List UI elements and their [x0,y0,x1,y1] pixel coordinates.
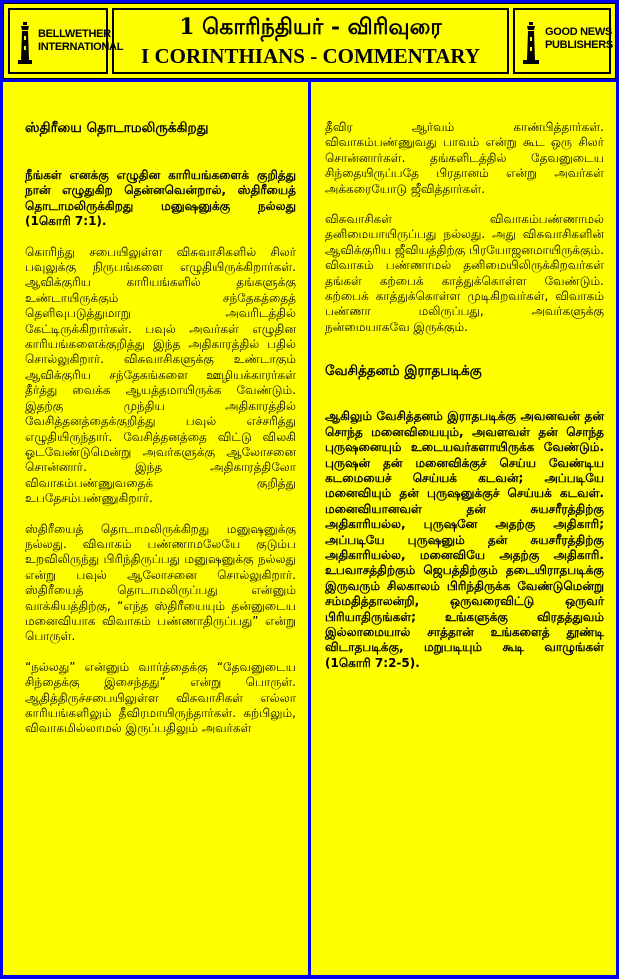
bellwether-logo [8,8,124,74]
title-box [112,8,509,74]
title-tamil: 1 கொரிந்தியர் - விரிவுரை [179,14,442,40]
logo-right-text: GOOD NEWS PUBLISHERS [545,26,613,51]
section-heading: ஸ்திரீயை தொடாமலிருக்கிறது [25,120,209,136]
lighthouse-icon [16,20,34,66]
logo-left-text: BELLWETHER INTERNATIONAL [38,28,124,53]
good-news-publishers-logo [513,8,611,74]
scripture-quote: நீங்கள் எனக்கு எழுதின காரியங்களைக் குறித்து நான் எழுதுகிற தென்னவென்றால், ஸ்திரீயைத் தொடாமலிருக்கிறது மனுஷனுக்கு நல்லது (1கொரி 7:1). [25,168,296,229]
header-banner [3,3,616,79]
scripture-quote: ஆகிலும் வேசித்தனம் இராதபடிக்கு அவனவன் தன் சொந்த மனைவியையும், அவளவள் தன் சொந்த புருஷனையும் உடையவர்களாயிருக்க வேண்டும். புருஷன் தன் மனைவிக்குச் செய்ய வேண்டிய கடமையைச் செய்யக் கடவன்; அப்படியே மனைவியும் தன் புருஷனுக்குச் செய்யக் கடவள். மனைவியானவள் தன் சுயசரீரத்திற்கு அதிகாரியல்ல, புருஷனே அதற்கு அதிகாரி; அப்படியே புருஷனும் தன் சுயசரீரத்திற்கு அதிகாரியல்ல, மனைவியே அதற்கு அதிகாரி. உபவாசத்திற்கும் ஜெபத்திற்கும் தடையிராதபடிக்கு இருவரும் சிலகாலம் பிரிந்திருக்க வேண்டுமென்று சம்மதித்தாலன்றி, ஒருவரைவிட்டு ஒருவர் பிரியாதிருங்கள்; உங்களுக்கு விரதத்துவம் இல்லாமையால் சாத்தான் உங்களைத் தூண்டி விடாதபடிக்கு, மறுபடியும் கூடி வாழுங்கள் (1கொரி 7:2-5). [325,409,604,670]
commentary-paragraph: விசுவாசிகள் விவாகம்பண்ணாமல் தனிமையாயிருப்பது நல்லது. அது விசுவாசிகளின் ஆவிக்குரிய ஜீவியத்திற்கு பிரயோஜனமாயிருக்கும். விவாகம் பண்ணாமல் தனிமையிலிருக்கிறவர்கள் தங்கள் கற்பைக் காத்துக்கொள்ள வேண்டும். கற்பைக் காத்துக்கொள்ள முடிகிறவர்கள், விவாகம் பண்ணா மலிருப்பது, அவர்களுக்கு நன்மையாகவே இருக்கும். [325,212,605,334]
lighthouse-icon [521,20,541,66]
commentary-paragraph: ஸ்திரீயைத் தொடாமலிருக்கிறது மனுஷனுக்கு நல்லது. விவாகம் பண்ணாமலேயே குடும்ப உறவிலிருந்து பிரிந்திருப்பது மனுஷனுக்கு நல்லது என்று பவுல் ஆலோசனை சொல்லுகிறார். ஸ்திரீயைத் தொடாமலிருப்பது என்னும் வாக்கியத்திற்கு, “எந்த ஸ்திரீயையும் தன்னுடைய மனைவியாக விவாகம் பண்ணாதிருப்பது” என்று பொருள். [25,521,296,644]
section-heading: வேசித்தனம் இராதபடிக்கு [325,363,482,380]
commentary-paragraph: தீவிர ஆர்வம் காண்பித்தார்கள். விவாகம்பண்ணுவது பாவம் என்று கூட ஒரு சிலர் சொன்னார்கள். தங்களிடத்தில் தேவனுடைய சிந்தையிருப்பதே பிரதானம் என்று அவர்கள் அக்கரையோடு ஜீவித்தார்கள். [325,120,604,196]
left-column [3,82,308,975]
right-column [311,82,616,975]
title-english: I CORINTHIANS - COMMENTARY [141,44,480,68]
commentary-paragraph: “நல்லது” என்னும் வார்த்தைக்கு “தேவனுடைய சிந்தைக்கு இசைந்தது” என்று பொருள். ஆதித்திருச்சபையிலுள்ள விசுவாசிகள் எல்லா காரியங்களிலும் தீவிரமாயிருந்தார்கள். கற்பிலும், விவாகமில்லாமல் இருப்பதிலும் அவர்கள் [25,659,296,736]
commentary-paragraph: கொரிந்து சபையிலுள்ள விசுவாசிகளில் சிலர் பவுலுக்கு நிருபங்களை எழுதியிருக்கிறார்கள். ஆவிக்குரிய காரியங்களில் தங்களுக்கு உண்டாயிருக்கும் சந்தேகத்தைத் தெளிவுபடுத்துமாறு அவரிடத்தில் கேட்டிருக்கிறார்கள். பவுல் அவர்கள் எழுதின காரியங்களைக்குறித்து இந்த அதிகாரத்தில் பதில் சொல்லுகிறார். விசுவாசிகளுக்கு உண்டாகும் ஆவிக்குரிய சந்தேகங்களை ஊழியக்காரர்கள் தீர்த்து வைக்க ஆயத்தமாயிருக்க வேண்டும். இதற்கு முந்திய அதிகாரத்தில் வேசித்தனத்தைக்குறித்து பவுல் எச்சரித்து எழுதியிருந்தார். வேசித்தனத்தை விட்டு விலகி ஓடவேண்டுமென்று அவர்களுக்கு ஆலோசனை சொன்னார். இந்த அதிகாரத்திலோ விவாகம்பண்ணுவதைக் குறித்து உபதேசம்பண்ணுகிறார். [25,244,296,506]
